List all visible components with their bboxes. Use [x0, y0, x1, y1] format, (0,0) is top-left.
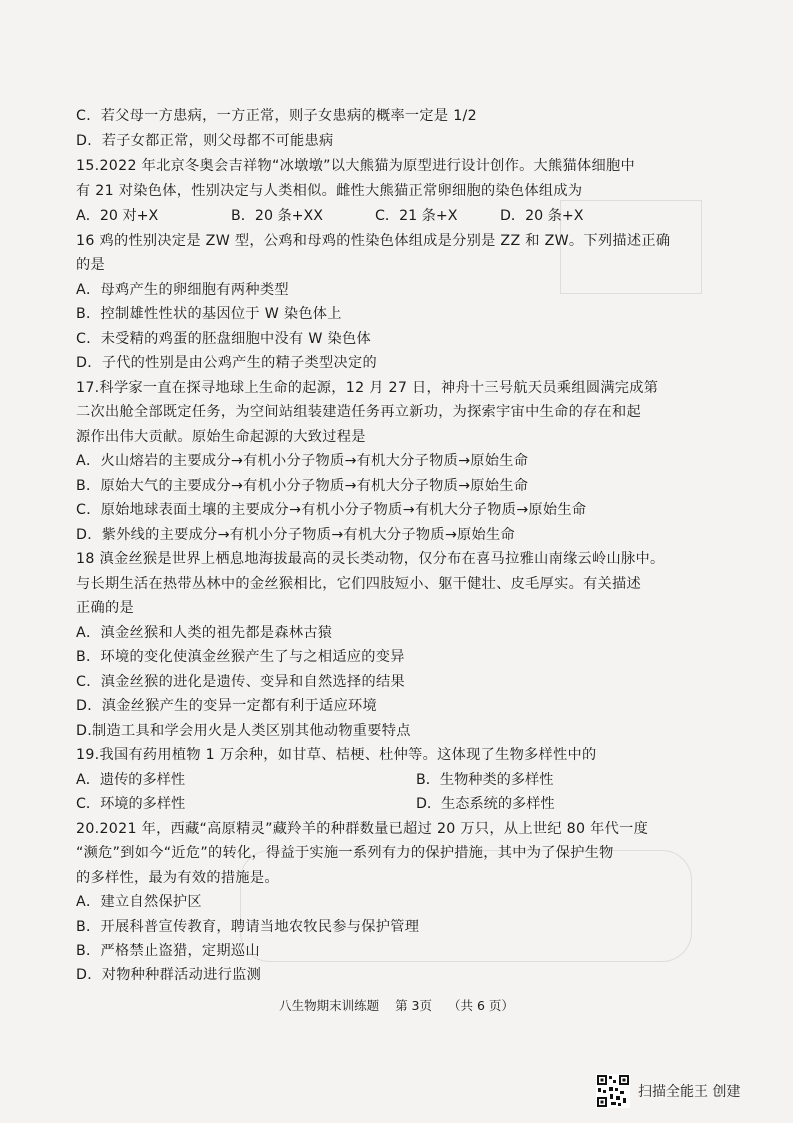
- q20-option-a: A．建立自然保护区: [76, 894, 202, 910]
- q20-option-b: B．开展科普宣传教育，聘请当地农牧民参与保护管理: [76, 919, 420, 935]
- q17-stem-line3: 源作出伟大贡献。原始生命起源的大致过程是: [76, 429, 366, 445]
- q17-option-b: B．原始大气的主要成分→有机小分子物质→有机大分子物质→原始生命: [76, 478, 529, 494]
- q18-option-e: D.制造工具和学会用火是人类区别其他动物重要特点: [76, 723, 411, 739]
- footer-total: （共 6 页）: [448, 998, 514, 1013]
- q15-option-c: C．21 条+X: [375, 208, 458, 224]
- q16-stem-line1: 16 鸡的性别决定是 ZW 型，公鸡和母鸡的性染色体组成是分别是 ZZ 和 ZW。下列描述正确: [76, 233, 671, 249]
- bleed-through-diagram: [240, 850, 692, 962]
- qr-code-icon: [596, 1074, 630, 1108]
- scanner-brand-label: 扫描全能王 创建: [638, 1084, 741, 1100]
- q14-option-c: C．若父母一方患病，一方正常，则子女患病的概率一定是 1/2: [76, 108, 477, 124]
- q19-option-c: C．环境的多样性: [76, 796, 186, 812]
- q16-option-c: C．未受精的鸡蛋的胚盘细胞中没有 W 染色体: [76, 331, 371, 347]
- q20-stem-line2: “濒危”到如今“近危”的转化，得益于实施一系列有力的保护措施，其中为了保护生物: [76, 845, 614, 861]
- q18-option-b: B．环境的变化使滇金丝猴产生了与之相适应的变异: [76, 649, 405, 665]
- q18-option-c: C．滇金丝猴的进化是遗传、变异和自然选择的结果: [76, 674, 405, 690]
- q15-stem-line1: 15.2022 年北京冬奥会吉祥物“冰墩墩”以大熊猫为原型进行设计创作。大熊猫体细胞中: [76, 158, 635, 174]
- q15-option-b: B．20 条+XX: [231, 208, 323, 224]
- q19-option-d: D．生态系统的多样性: [416, 796, 555, 812]
- q16-option-d: D．子代的性别是由公鸡产生的精子类型决定的: [76, 355, 377, 371]
- q19-stem: 19.我国有药用植物 1 万余种，如甘草、桔梗、杜仲等。这体现了生物多样性中的: [76, 747, 597, 763]
- footer-page: 第 3页: [395, 998, 433, 1013]
- q15-option-d: D．20 条+X: [500, 208, 584, 224]
- q17-option-d: D．紫外线的主要成分→有机小分子物质→有机大分子物质→原始生命: [76, 527, 515, 543]
- footer-title: 八生物期末训练题: [279, 998, 380, 1013]
- page-footer: [0, 996, 793, 1014]
- q18-option-d: D．滇金丝猴产生的变异一定都有利于适应环境: [76, 698, 377, 714]
- q18-stem-line1: 18 滇金丝猴是世界上栖息地海拔最高的灵长类动物，仅分布在喜马拉雅山南缘云岭山脉中。: [76, 551, 665, 567]
- q16-option-a: A．母鸡产生的卵细胞有两种类型: [76, 282, 289, 298]
- q20-option-c: B．严格禁止盗猎，定期巡山: [76, 943, 260, 959]
- q17-stem-line2: 二次出舱全部既定任务，为空间站组装建造任务再立新功，为探索宇宙中生命的存在和起: [76, 404, 642, 420]
- q20-option-d: D．对物种种群活动进行监测: [76, 967, 262, 983]
- q19-option-a: A．遗传的多样性: [76, 772, 186, 788]
- q17-option-a: A．火山熔岩的主要成分→有机小分子物质→有机大分子物质→原始生命: [76, 453, 529, 469]
- q18-option-a: A．滇金丝猴和人类的祖先都是森林古猿: [76, 625, 333, 641]
- q15-option-a: A．20 对+X: [76, 208, 159, 224]
- q14-option-d: D．若子女都正常，则父母都不可能患病: [76, 133, 334, 149]
- q20-stem-line3: 的多样性，最为有效的措施是。: [76, 870, 279, 886]
- q19-option-b: B．生物种类的多样性: [416, 772, 554, 788]
- q17-option-c: C．原始地球表面土壤的主要成分→有机小分子物质→有机大分子物质→原始生命: [76, 502, 587, 518]
- q15-stem-line2: 有 21 对染色体，性别决定与人类相似。雌性大熊猫正常卵细胞的染色体组成为: [76, 183, 583, 199]
- q20-stem-line1: 20.2021 年，西藏“高原精灵”藏羚羊的种群数量已超过 20 万只，从上世纪 80 年代一度: [76, 821, 649, 837]
- q16-stem-line2: 的是: [76, 257, 105, 273]
- q18-stem-line2: 与长期生活在热带丛林中的金丝猴相比，它们四肢短小、躯干健壮、皮毛厚实。有关描述: [76, 576, 642, 592]
- q18-stem-line3: 正确的是: [76, 600, 134, 616]
- q16-option-b: B．控制雄性性状的基因位于 W 染色体上: [76, 306, 342, 322]
- q17-stem-line1: 17.科学家一直在探寻地球上生命的起源，12 月 27 日，神舟十三号航天员乘组圆满完成第: [76, 380, 659, 396]
